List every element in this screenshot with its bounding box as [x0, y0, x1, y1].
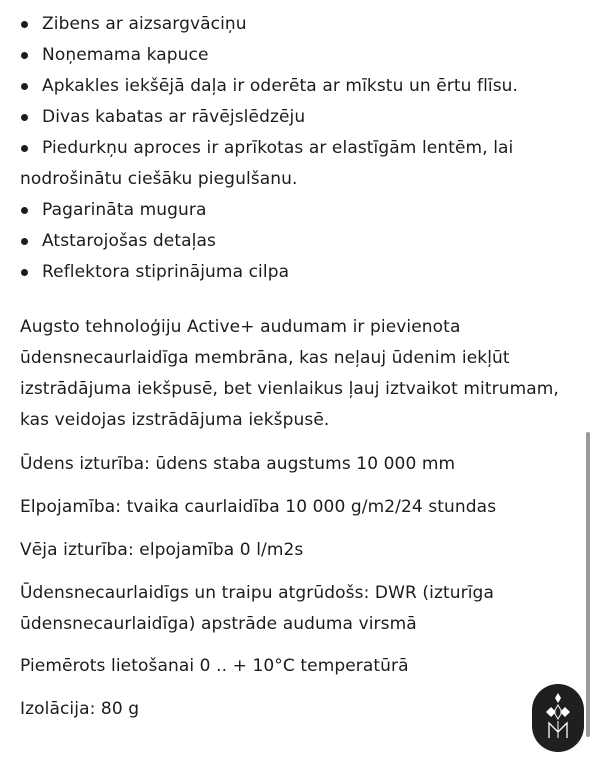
brand-logo-icon [542, 692, 574, 744]
feature-text: Noņemama kapuce [42, 45, 209, 65]
bullet-icon [21, 145, 28, 152]
description-paragraph: Augsto tehnoloģiju Active+ audumam ir pievienota ūdensnecaurlaidīga membrāna, kas neļauj ūdenim iekļūt izstrādājuma iekšpusē, bet vienlaikus ļauj iztvaikot mitrumam, kas veidojas izstrādājuma iekšpusē. [20, 317, 559, 430]
list-item [0, 257, 580, 288]
spec-dwr: Ūdensnecaurlaidīgs un traipu atgrūdošs: DWR (izturīga ūdensnecaurlaidīga) apstrāde auduma virsmā [20, 583, 494, 634]
bullet-icon [21, 21, 28, 28]
spec-insulation: Izolācija: 80 g [20, 699, 140, 719]
feature-text: Zibens ar aizsargvāciņu [42, 14, 247, 34]
bullet-icon [21, 238, 28, 245]
feature-text: Reflektora stiprinājuma cilpa [42, 262, 290, 282]
spec-water-resistance: Ūdens izturība: ūdens staba augstums 10 000 mm [20, 454, 456, 474]
bullet-icon [21, 52, 28, 59]
scrollbar-thumb[interactable] [586, 432, 590, 737]
bullet-icon [21, 83, 28, 90]
bullet-icon [21, 207, 28, 214]
feature-text: Divas kabatas ar rāvējslēdzēju [42, 107, 306, 127]
list-item [0, 102, 580, 133]
list-item [0, 226, 580, 257]
brand-badge-button[interactable] [532, 684, 584, 752]
spec-wind-resistance: Vēja izturība: elpojamība 0 l/m2s [20, 540, 304, 560]
bullet-icon [21, 269, 28, 276]
list-item [0, 40, 580, 71]
list-item [0, 195, 580, 226]
bullet-icon [21, 114, 28, 121]
feature-text: Pagarināta mugura [42, 200, 207, 220]
list-item [0, 71, 580, 102]
list-item [0, 133, 580, 195]
spec-temperature: Piemērots lietošanai 0 .. + 10°C temperatūrā [20, 656, 409, 676]
feature-text: Piedurkņu aproces ir aprīkotas ar elastīgām lentēm, lai nodrošinātu ciešāku piegulšanu. [20, 138, 514, 189]
spec-breathability: Elpojamība: tvaika caurlaidība 10 000 g/m2/24 stundas [20, 497, 497, 517]
feature-text: Apkakles iekšējā daļa ir oderēta ar mīkstu un ērtu flīsu. [42, 76, 519, 96]
list-item [0, 9, 580, 40]
feature-list [0, 9, 580, 288]
feature-text: Atstarojošas detaļas [42, 231, 216, 251]
